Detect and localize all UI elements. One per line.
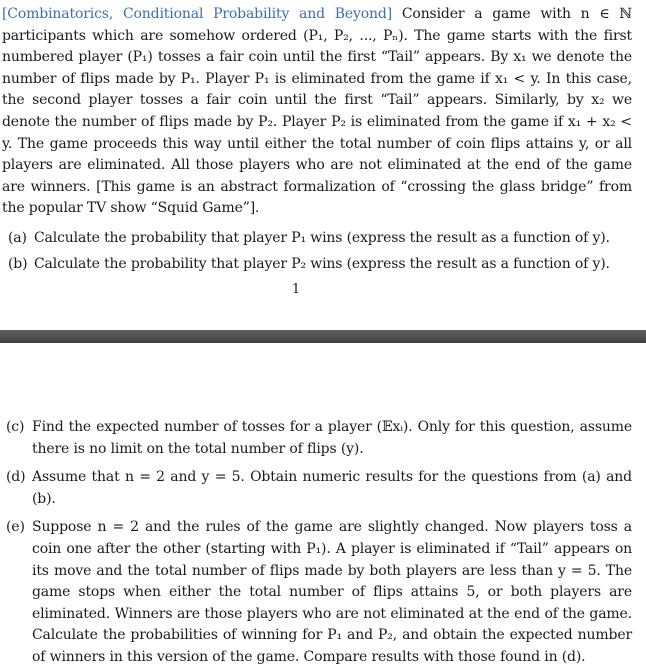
question-b — [2, 254, 632, 276]
question-a — [2, 228, 632, 250]
question-text: Calculate the probability that player P₂ wins (express the result as a function of y). — [34, 255, 610, 272]
question-c — [0, 417, 646, 460]
question-label: (c) — [6, 419, 25, 435]
intro-text: Consider a game with n ∈ ℕ participants which are somehow ordered (P₁, P₂, ..., Pₙ). The game starts with the first numbered player (P₁) tosses a fair coin until the first “Tail” appears. By x₁ we denote the number of flips made by P₁. Player P₁ is eliminated from the game if x₁ < y. In this case, the second player tosses a fair coin until the first “Tail” appears. Similarly, by x₂ we denote the number of flips made by P₂. Player P₂ is eliminated from the game if x₁ + x₂ < y. The game proceeds this way until either the total number of coin flips attains y, or all players are eliminated. All those players who are not eliminated at the end of the game are winners. [This game is an abstract formalization of “crossing the glass bridge” from the popular TV show “Squid Game”]. — [2, 6, 632, 217]
question-text: Assume that n = 2 and y = 5. Obtain numeric results for the questions from (a) and (b). — [32, 469, 632, 507]
question-text: Find the expected number of tosses for a player (𝔼xᵢ). Only for this question, assume there is no limit on the total number of flips (y). — [32, 419, 632, 457]
question-list-page-2 — [0, 417, 646, 669]
question-e — [0, 517, 646, 668]
document-page-1 — [0, 0, 646, 330]
question-text: Calculate the probability that player P₁ wins (express the result as a function of y). — [34, 229, 610, 246]
topic-tag: [Combinatorics, Conditional Probability and Beyond] — [2, 6, 393, 22]
question-d — [0, 467, 646, 510]
question-label: (b) — [8, 255, 28, 272]
question-label: (a) — [8, 229, 27, 246]
problem-statement — [0, 0, 646, 275]
document-page-2 — [0, 343, 646, 665]
question-text: Suppose n = 2 and the rules of the game are slightly changed. Now players toss a coin one after the other (starting with P₁). A player is eliminated if “Tail” appears on its move and the total number of flips made by both players are less than y = 5. The game stops when either the total number of flips attains 5, or both players are eliminated. Winners are those players who are not eliminated at the end of the game. Calculate the probabilities of winning for P₁ and P₂, and obtain the expected number of winners in this version of the game. Compare results with those found in (d). — [32, 519, 632, 665]
question-label: (d) — [6, 469, 26, 486]
page-separator — [0, 330, 646, 343]
question-list-page-1 — [2, 228, 632, 275]
page-number: 1 — [291, 282, 301, 297]
intro-paragraph — [2, 4, 632, 220]
question-label: (e) — [6, 519, 25, 536]
